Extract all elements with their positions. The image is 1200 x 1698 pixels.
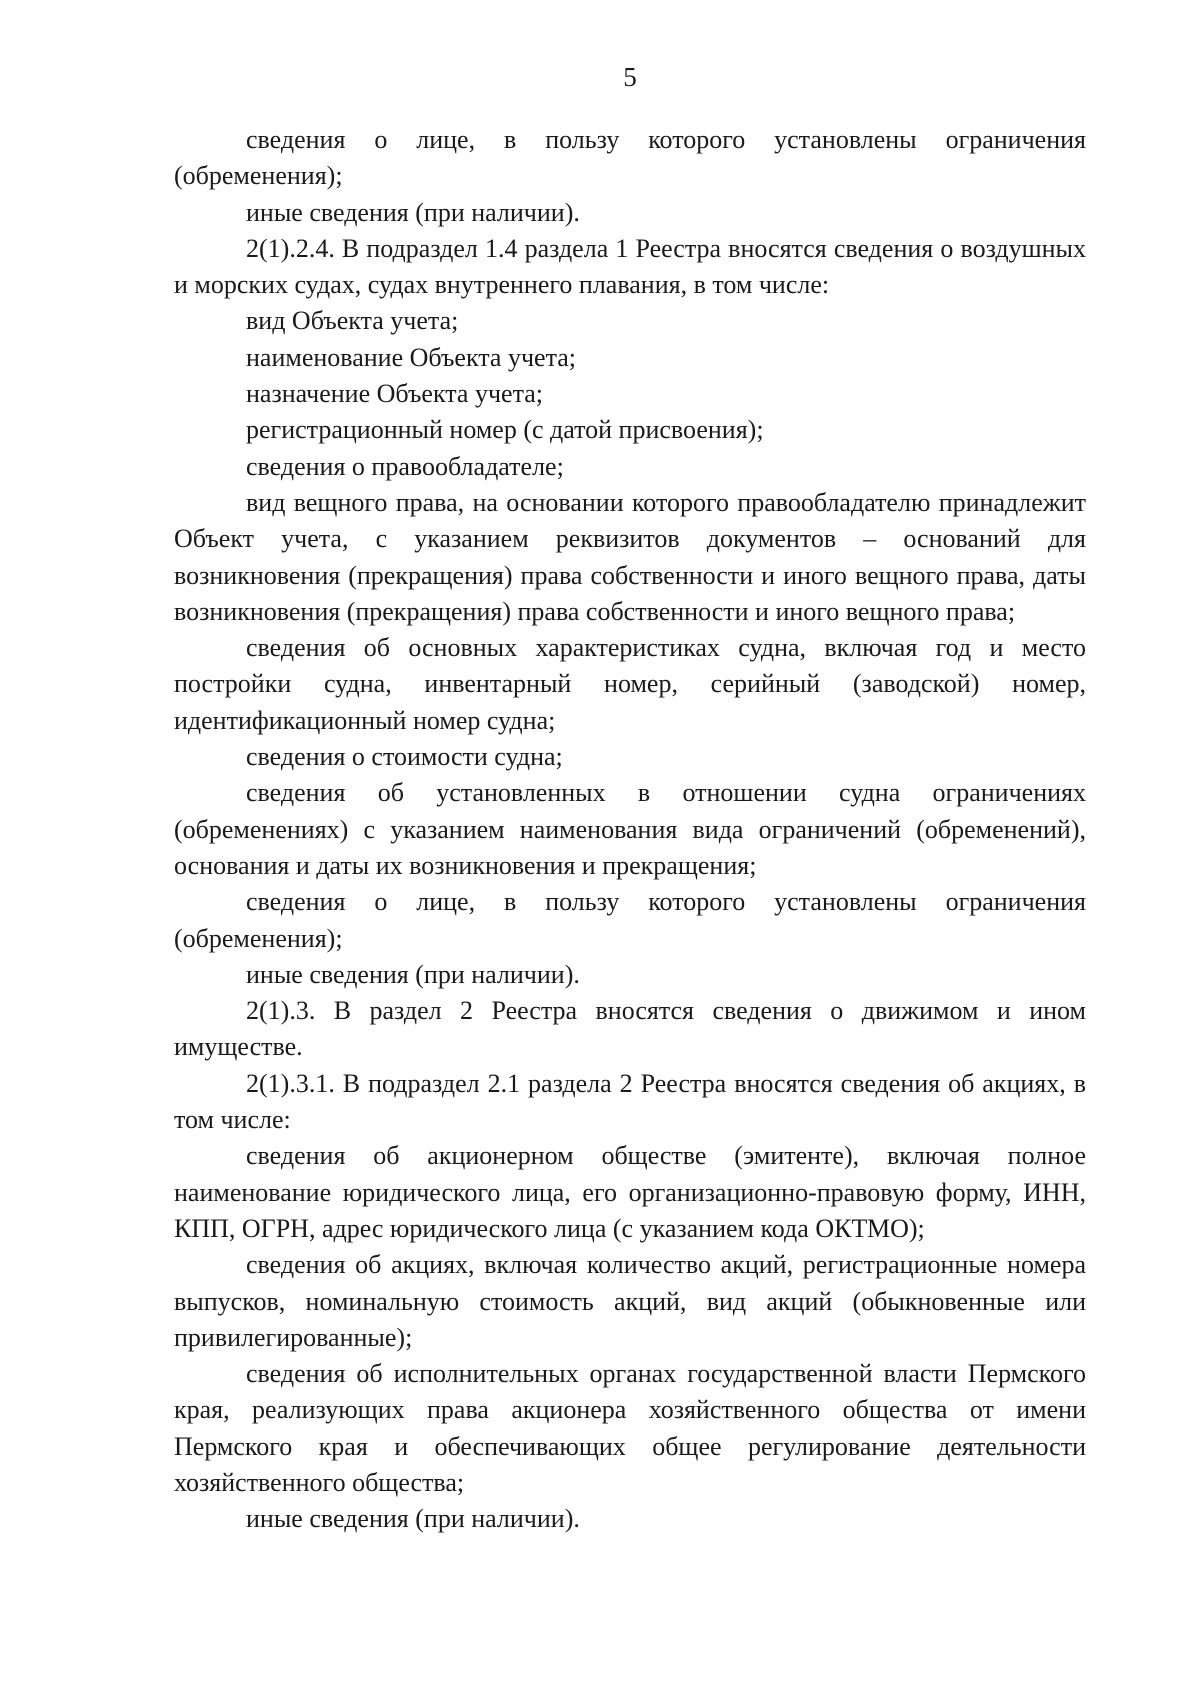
paragraph: вид вещного права, на основании которого правообладателю принадлежит Объект учета, с указанием реквизитов документов – оснований для возникновения (прекращения) права собственности и иного вещного права, даты возникновения (прекращения) права собственности и иного вещного права; bbox=[174, 487, 1086, 626]
paragraph: 2(1).3.1. В подраздел 2.1 раздела 2 Реестра вносятся сведения об акциях, в том числе: bbox=[174, 1068, 1086, 1135]
paragraph: сведения о правообладателе; bbox=[246, 451, 564, 481]
paragraph: иные сведения (при наличии). bbox=[246, 959, 580, 989]
paragraph: сведения об акционерном обществе (эмитенте), включая полное наименование юридического лица, его организационно-правовую форму, ИНН, КПП, ОГРН, адрес юридического лица (с указанием кода ОКТМО); bbox=[174, 1141, 1086, 1243]
paragraph: иные сведения (при наличии). bbox=[246, 1504, 580, 1534]
paragraph: назначение Объекта учета; bbox=[246, 379, 544, 409]
paragraph: 2(1).3. В раздел 2 Реестра вносятся сведения о движимом и ином имуществе. bbox=[174, 996, 1086, 1062]
document-body bbox=[174, 122, 1086, 1538]
paragraph: сведения о лице, в пользу которого установлены ограничения (обременения); bbox=[174, 125, 1086, 191]
paragraph: сведения о лице, в пользу которого установлены ограничения (обременения); bbox=[174, 887, 1086, 953]
paragraph: регистрационный номер (с датой присвоения); bbox=[246, 415, 764, 445]
page-number: 5 bbox=[623, 62, 637, 92]
paragraph: сведения о стоимости судна; bbox=[246, 742, 563, 772]
paragraph: 2(1).2.4. В подраздел 1.4 раздела 1 Реестра вносятся сведения о воздушных и морских судах, судах внутреннего плавания, в том числе: bbox=[174, 233, 1086, 300]
paragraph: сведения об установленных в отношении судна ограничениях (обременениях) с указанием наименования вида ограничений (обременений), основания и даты их возникновения и прекращения; bbox=[174, 778, 1086, 880]
paragraph: сведения об исполнительных органах государственной власти Пермского края, реализующих права акционера хозяйственного общества от имени Пермского края и обеспечивающих общее регулирование деятельности хозяйственного общества; bbox=[174, 1359, 1086, 1497]
paragraph: вид Объекта учета; bbox=[246, 306, 459, 336]
paragraph: сведения об основных характеристиках судна, включая год и место постройки судна, инвентарный номер, серийный (заводской) номер, идентификационный номер судна; bbox=[174, 633, 1086, 735]
paragraph: наименование Объекта учета; bbox=[246, 342, 577, 372]
paragraph: иные сведения (при наличии). bbox=[246, 197, 580, 227]
paragraph: сведения об акциях, включая количество акций, регистрационные номера выпусков, номинальную стоимость акций, вид акций (обыкновенные или привилегированные); bbox=[174, 1250, 1086, 1352]
